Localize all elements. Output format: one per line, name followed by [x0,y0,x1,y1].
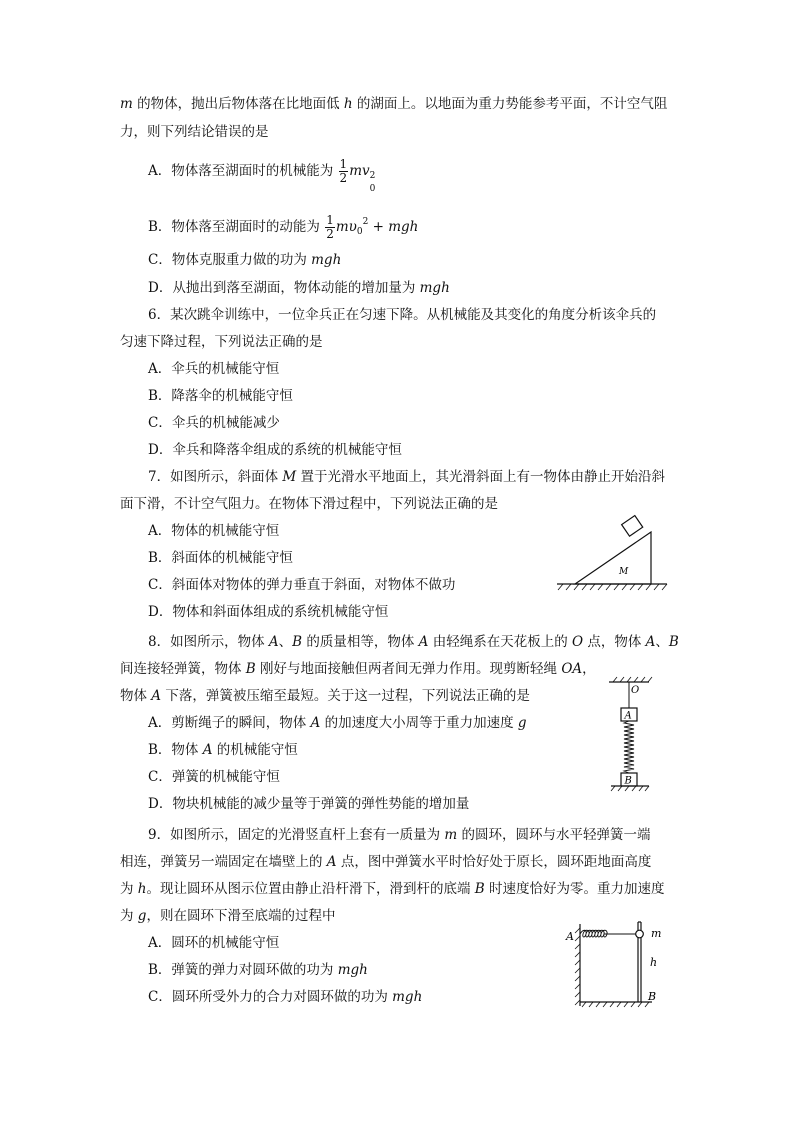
q8-option-d: D．物块机械能的减少量等于弹簧的弹性势能的增加量 [148,796,470,812]
q7-stem-text: 置于光滑水平地面上，其光滑斜面上有一物体由静止开始沿斜 [296,469,666,485]
q8-stem-text: 的质量相等，物体 [302,634,419,650]
q5-option-d [148,278,450,298]
fraction-half [325,214,335,241]
q9-stem-text: 时速度恰好为零。重力加速度 [484,881,665,897]
q6-option-c: C．伞兵的机械能减少 [148,415,280,431]
q9-stem-line1 [148,825,651,845]
q6-option-b: B．降落伞的机械能守恒 [148,388,293,404]
q9-stem-text: 为 [120,881,138,897]
q7-incline-figure [555,512,675,592]
q8-stem-text: 点，物体 [583,634,646,650]
q7-option-b: B．斜面体的机械能守恒 [148,550,293,566]
formula-mgh: mgh [419,280,450,296]
q8-option-c: C．弹簧的机械能守恒 [148,769,280,785]
q9-stem-text: 的圆环，圆环与水平轻弹簧一端 [457,827,651,843]
fig-label-O: O [631,685,640,696]
q5-option-b-text: B．物体落至湖面时的动能为 [148,219,325,235]
q8-var: A [418,634,429,650]
q9-stem-text: 相连，弹簧另一端固定在墙壁上的 [120,854,327,870]
q7-option-d: D．物体和斜面体组成的系统机械能守恒 [148,604,389,620]
q8-stem-line1 [148,632,679,652]
formula-mgh: mgh [337,962,368,978]
q8-stem-line2 [120,659,596,679]
q9-option-c-text: C．圆环所受外力的合力对圆环做的功为 [148,989,393,1005]
q8-stem-text: 、 [278,634,293,650]
fraction-denominator: 2 [339,171,348,185]
q8-stem-text: ， [582,661,596,677]
q8-var: O [572,634,584,650]
fig-label-M: M [619,567,629,577]
q5-var-m: m [120,96,133,112]
q8-stem-text: 物体 [120,688,152,704]
q9-stem-text: ，则在圆环下滑至底端的过程中 [146,908,336,924]
q8-var: A [268,634,279,650]
q9-option-b [148,960,368,980]
q9-stem-text: 点，图中弹簧水平时恰好处于原长，圆环距地面高度 [336,854,652,870]
fraction-numerator: 1 [339,157,348,171]
q5-option-b [148,212,418,242]
fig-label-B: B [624,775,632,787]
q9-var: B [474,881,485,897]
q7-stem-line1 [148,467,665,487]
q8-stem-text: 由轻绳系在天花板上的 [428,634,572,650]
q8-stem-text: 8．如图所示，物体 [148,634,269,650]
fig-label-A: A [624,710,632,722]
q9-stem-line2 [120,852,651,872]
q8-option-b-text: B．物体 [148,742,203,758]
formula-mv: mv [349,163,370,179]
q8-option-a-text: A．剪断绳子的瞬间，物体 [148,715,311,731]
q9-var: g [137,908,147,924]
q5-stem-line1 [120,94,667,114]
fraction-denominator: 2 [326,227,334,241]
q7-option-c: C．斜面体对物体的弹力垂直于斜面，对物体不做功 [148,577,456,593]
q8-var: g [517,715,527,731]
formula-mgh: + mgh [368,219,419,235]
q5-stem-line2: 力，则下列结论错误的是 [120,124,269,140]
q8-stem-text: 刚好与地面接触但两者间无弹力作用。现剪断轻绳 [255,661,562,677]
q8-spring-figure [603,676,653,796]
q5-option-c-text: C．物体克服重力做的功为 [148,252,312,268]
q7-var-M: M [282,469,297,485]
q8-var: B [668,634,679,650]
fraction-numerator: 1 [326,213,334,227]
q8-option-b-text: 的机械能守恒 [212,742,298,758]
q8-var: A [310,715,321,731]
fig-label-h: h [650,956,658,969]
q6-option-a: A．伞兵的机械能守恒 [148,361,280,377]
fraction-half [339,158,349,185]
q5-option-d-text: D．从抛出到落至湖面，物体动能的增加量为 [148,280,420,296]
q9-stem-line4 [120,906,335,926]
q9-rod-spring-figure [562,914,672,1014]
superscript: 2 [362,217,369,227]
q5-option-a [148,157,378,194]
q7-stem-text: 7．如图所示，斜面体 [148,469,283,485]
q8-option-a [148,713,527,733]
q9-var: h [137,881,147,897]
q8-var: A [202,742,213,758]
q8-stem-text: 下落，弹簧被压缩至最短。关于这一过程，下列说法正确的是 [161,688,530,704]
q6-stem-line2: 匀速下降过程，下列说法正确的是 [120,334,323,350]
formula-mgh: mgh [311,252,342,268]
q9-var: A [326,854,337,870]
q8-option-a-text: 的加速度大小周等于重力加速度 [320,715,518,731]
subscript: 0 [356,227,363,237]
q8-stem-text: 、 [655,634,669,650]
q7-stem-line2: 面下滑，不计空气阻力。在物体下滑过程中，下列说法正确的是 [120,496,498,512]
fig-label-A: A [566,930,574,943]
fig-label-B: B [648,990,657,1003]
q5-var-h: h [343,96,353,112]
q6-option-d: D．伞兵和降落伞组成的系统的机械能守恒 [148,442,402,458]
q5-option-c [148,250,341,270]
q8-option-b [148,740,298,760]
q8-stem-text: 间连接轻弹簧，物体 [120,661,246,677]
q9-stem-text: 为 [120,908,138,924]
q9-stem-text: 9．如图所示，固定的光滑竖直杆上套有一质量为 [148,827,445,843]
q9-var: m [444,827,458,843]
superscript: 2 [369,171,376,181]
q9-stem-line3 [120,879,665,899]
q8-var: B [245,661,256,677]
q8-var: OA [561,661,583,677]
q9-stem-text: 。现让圆环从图示位置由静止沿杆滑下，滑到杆的底端 [146,881,475,897]
q8-var: A [645,634,656,650]
q9-option-a: A．圆环的机械能守恒 [148,935,280,951]
q6-stem-line1: 6．某次跳伞训练中，一位伞兵正在匀速下降。从机械能及其变化的角度分析该伞兵的 [148,307,657,323]
q9-option-b-text: B．弹簧的弹力对圆环做的功为 [148,962,338,978]
q9-option-c [148,987,422,1007]
q8-stem-line3 [120,686,530,706]
formula-mgh: mgh [392,989,423,1005]
q8-var: B [292,634,303,650]
formula-mv: mυ [335,219,357,235]
q5-stem-text: 的物体，抛出后物体落在比地面低 [132,96,344,112]
q8-var: A [151,688,162,704]
q5-option-a-text: A．物体落至湖面时的机械能为 [148,163,338,179]
q5-stem-text: 的湖面上。以地面为重力势能参考平面，不计空气阻 [352,96,668,112]
subscript: 0 [369,184,376,194]
fig-label-m: m [651,927,662,940]
q7-option-a: A．物体的机械能守恒 [148,523,280,539]
